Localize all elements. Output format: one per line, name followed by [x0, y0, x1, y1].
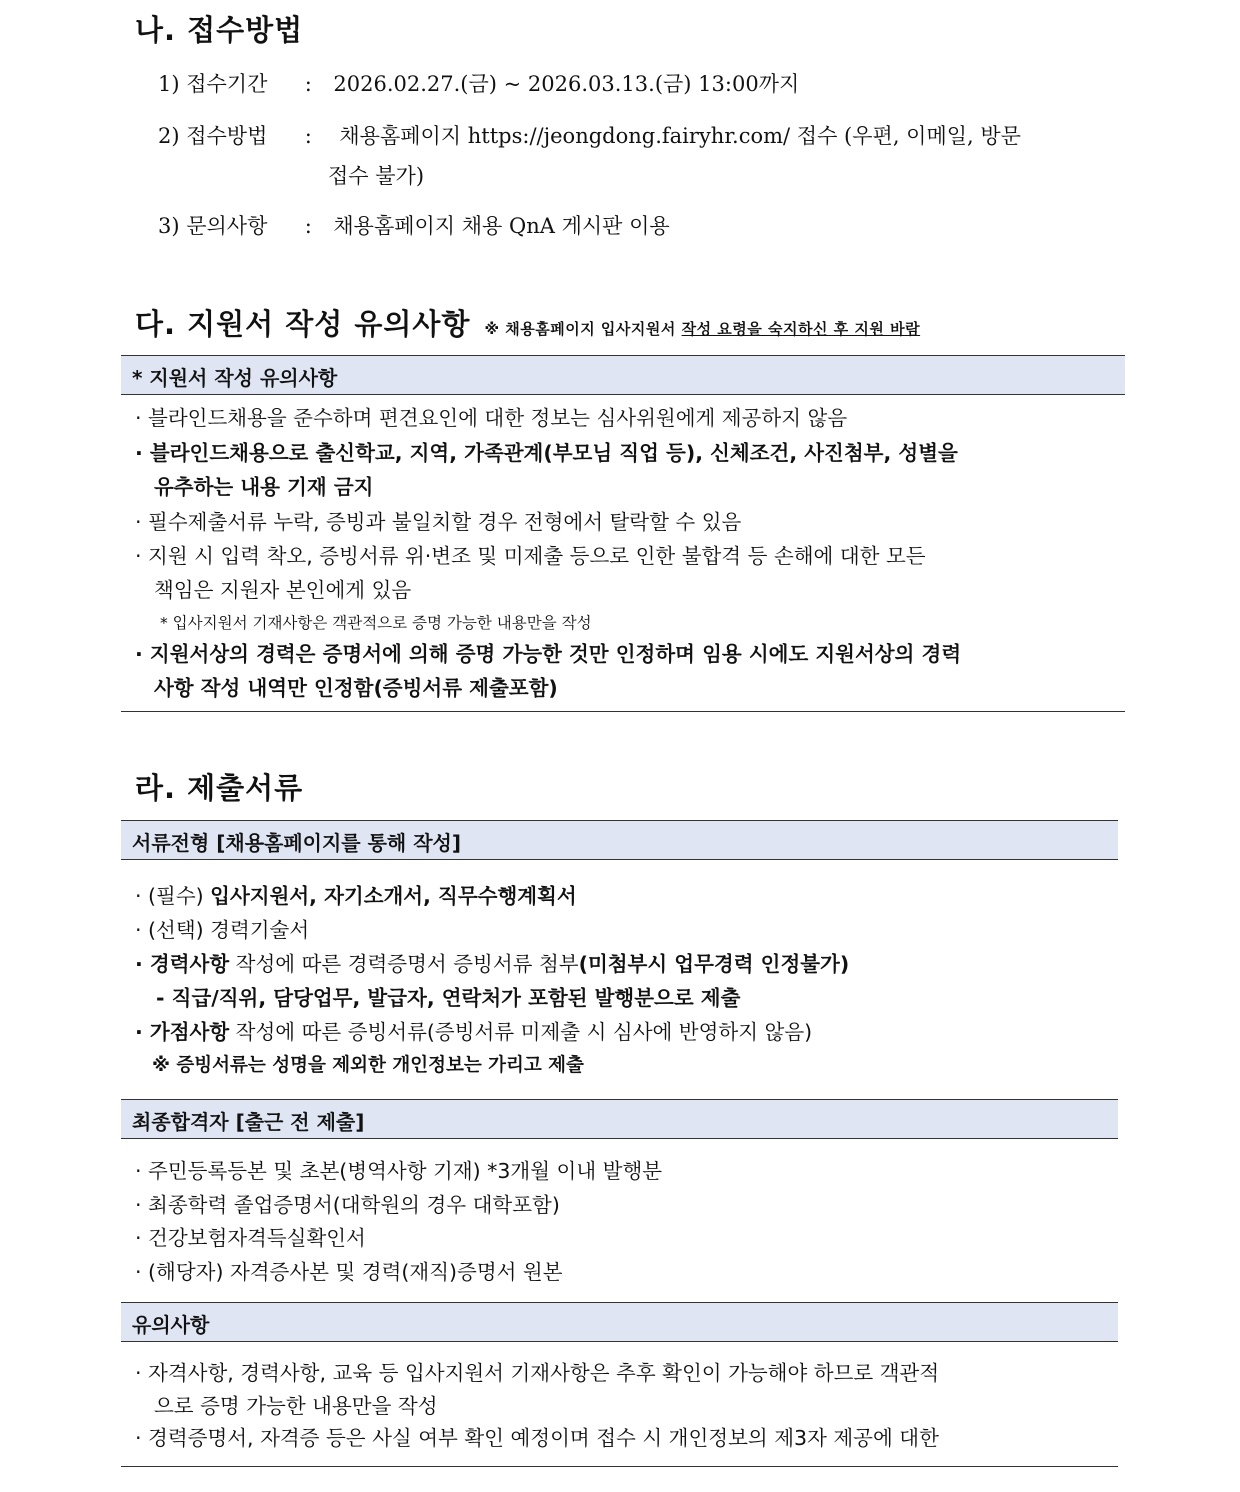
list-note: ※ 증빙서류는 성명을 제외한 개인정보는 가리고 제출 — [152, 1055, 584, 1076]
list-item: · 경력증명서, 자격증 등은 사실 여부 확인 예정이며 접수 시 개인정보의 제3자 제공에 대한 — [135, 1426, 939, 1450]
list-item: · 블라인드채용을 준수하며 편견요인에 대한 정보는 심사위원에게 제공하지 않음 — [135, 406, 848, 430]
box-document-screening-header — [121, 820, 1118, 860]
item-bold: · 가점사항 — [135, 1020, 230, 1044]
list-item: · 건강보험자격득실확인서 — [135, 1226, 366, 1250]
list-item: · 지원 시 입력 착오, 증빙서류 위·변조 및 미제출 등으로 인한 불합격 등 손해에 대한 모든 — [135, 544, 926, 568]
box-da-header — [121, 355, 1125, 395]
box-cautions-header — [121, 1302, 1118, 1342]
section-ra-title: 라. 제출서류 — [135, 771, 304, 805]
receipt-period-value: 2026.02.27.(금) ~ 2026.03.13.(금) 13:00까지 — [333, 72, 800, 96]
list-item: · 주민등록등본 및 초본(병역사항 기재) *3개월 이내 발행분 — [135, 1159, 663, 1183]
separator: : — [304, 124, 312, 148]
list-item: · 최종학력 졸업증명서(대학원의 경우 대학포함) — [135, 1193, 560, 1217]
list-item: · 지원서상의 경력은 증명서에 의해 증명 가능한 것만 인정하며 임용 시에도 지원서상의 경력 — [135, 642, 962, 666]
item-bold: (미첨부시 업무경력 인정불가) — [578, 952, 850, 976]
section-da-note — [484, 320, 920, 338]
receipt-method-cont: 접수 불가) — [328, 164, 425, 188]
inquiry-value: 채용홈페이지 채용 QnA 게시판 이용 — [333, 214, 670, 238]
list-item — [135, 947, 849, 981]
receipt-method-value: 채용홈페이지 https://jeongdong.fairyhr.com/ 접수 (우편, 이메일, 방문 — [339, 124, 1021, 148]
section-da-title: 다. 지원서 작성 유의사항 — [135, 307, 471, 341]
list-item — [135, 1015, 812, 1049]
list-item: · (해당자) 자격증사본 및 경력(재직)증명서 원본 — [135, 1260, 563, 1284]
item-bold: 입사지원서, 자기소개서, 직무수행계획서 — [210, 884, 577, 908]
note-underlined: 작성 요령을 숙지하신 후 지원 바람 — [681, 320, 921, 338]
item-text: 작성에 따른 경력증명서 증빙서류 첨부 — [229, 952, 579, 976]
item-prefix: · (필수) — [135, 884, 211, 908]
divider — [121, 1466, 1118, 1467]
list-item: · 블라인드채용으로 출신학교, 지역, 가족관계(부모님 직업 등), 신체조건, 사진첨부, 성별을 — [135, 441, 958, 465]
list-item-cont: 사항 작성 내역만 인정함(증빙서류 제출포함) — [154, 676, 558, 700]
list-item-cont: 책임은 지원자 본인에게 있음 — [154, 578, 412, 602]
section-da-heading — [135, 302, 920, 343]
list-item-cont: 으로 증명 가능한 내용만을 작성 — [154, 1394, 438, 1418]
box-document-screening-title: 서류전형 [채용홈페이지를 통해 작성] — [132, 831, 461, 855]
list-item — [135, 879, 577, 913]
receipt-method-line — [158, 120, 1021, 150]
receipt-period-label: 1) 접수기간 — [158, 72, 268, 96]
inquiry-label: 3) 문의사항 — [158, 214, 268, 238]
list-item: · 자격사항, 경력사항, 교육 등 입사지원서 기재사항은 추후 확인이 가능해야 하므로 객관적 — [135, 1361, 940, 1385]
divider — [121, 711, 1125, 712]
list-item: · 필수제출서류 누락, 증빙과 불일치할 경우 전형에서 탈락할 수 있음 — [135, 510, 742, 534]
box-final-pass-header — [121, 1099, 1118, 1139]
box-final-pass-title: 최종합격자 [출근 전 제출] — [132, 1110, 365, 1134]
section-na-title: 나. 접수방법 — [135, 13, 304, 47]
note-prefix: ※ 채용홈페이지 입사지원서 — [484, 320, 676, 338]
item-text: 작성에 따른 증빙서류(증빙서류 미제출 시 심사에 반영하지 않음) — [229, 1020, 813, 1044]
item-bold: · 경력사항 — [135, 952, 230, 976]
receipt-method-label: 2) 접수방법 — [158, 124, 268, 148]
separator: : — [304, 72, 312, 96]
inquiry-line — [158, 210, 670, 240]
box-cautions-title: 유의사항 — [132, 1313, 210, 1337]
box-da-title: * 지원서 작성 유의사항 — [132, 366, 338, 390]
list-item-cont: 유추하는 내용 기재 금지 — [154, 475, 374, 499]
list-sub-item: - 직급/직위, 담당업무, 발급자, 연락처가 포함된 발행분으로 제출 — [156, 986, 741, 1010]
separator: : — [304, 214, 312, 238]
list-item: · (선택) 경력기술서 — [135, 918, 310, 942]
sub-note: * 입사지원서 기재사항은 객관적으로 증명 가능한 내용만을 작성 — [160, 614, 592, 632]
receipt-period-line — [158, 68, 799, 98]
